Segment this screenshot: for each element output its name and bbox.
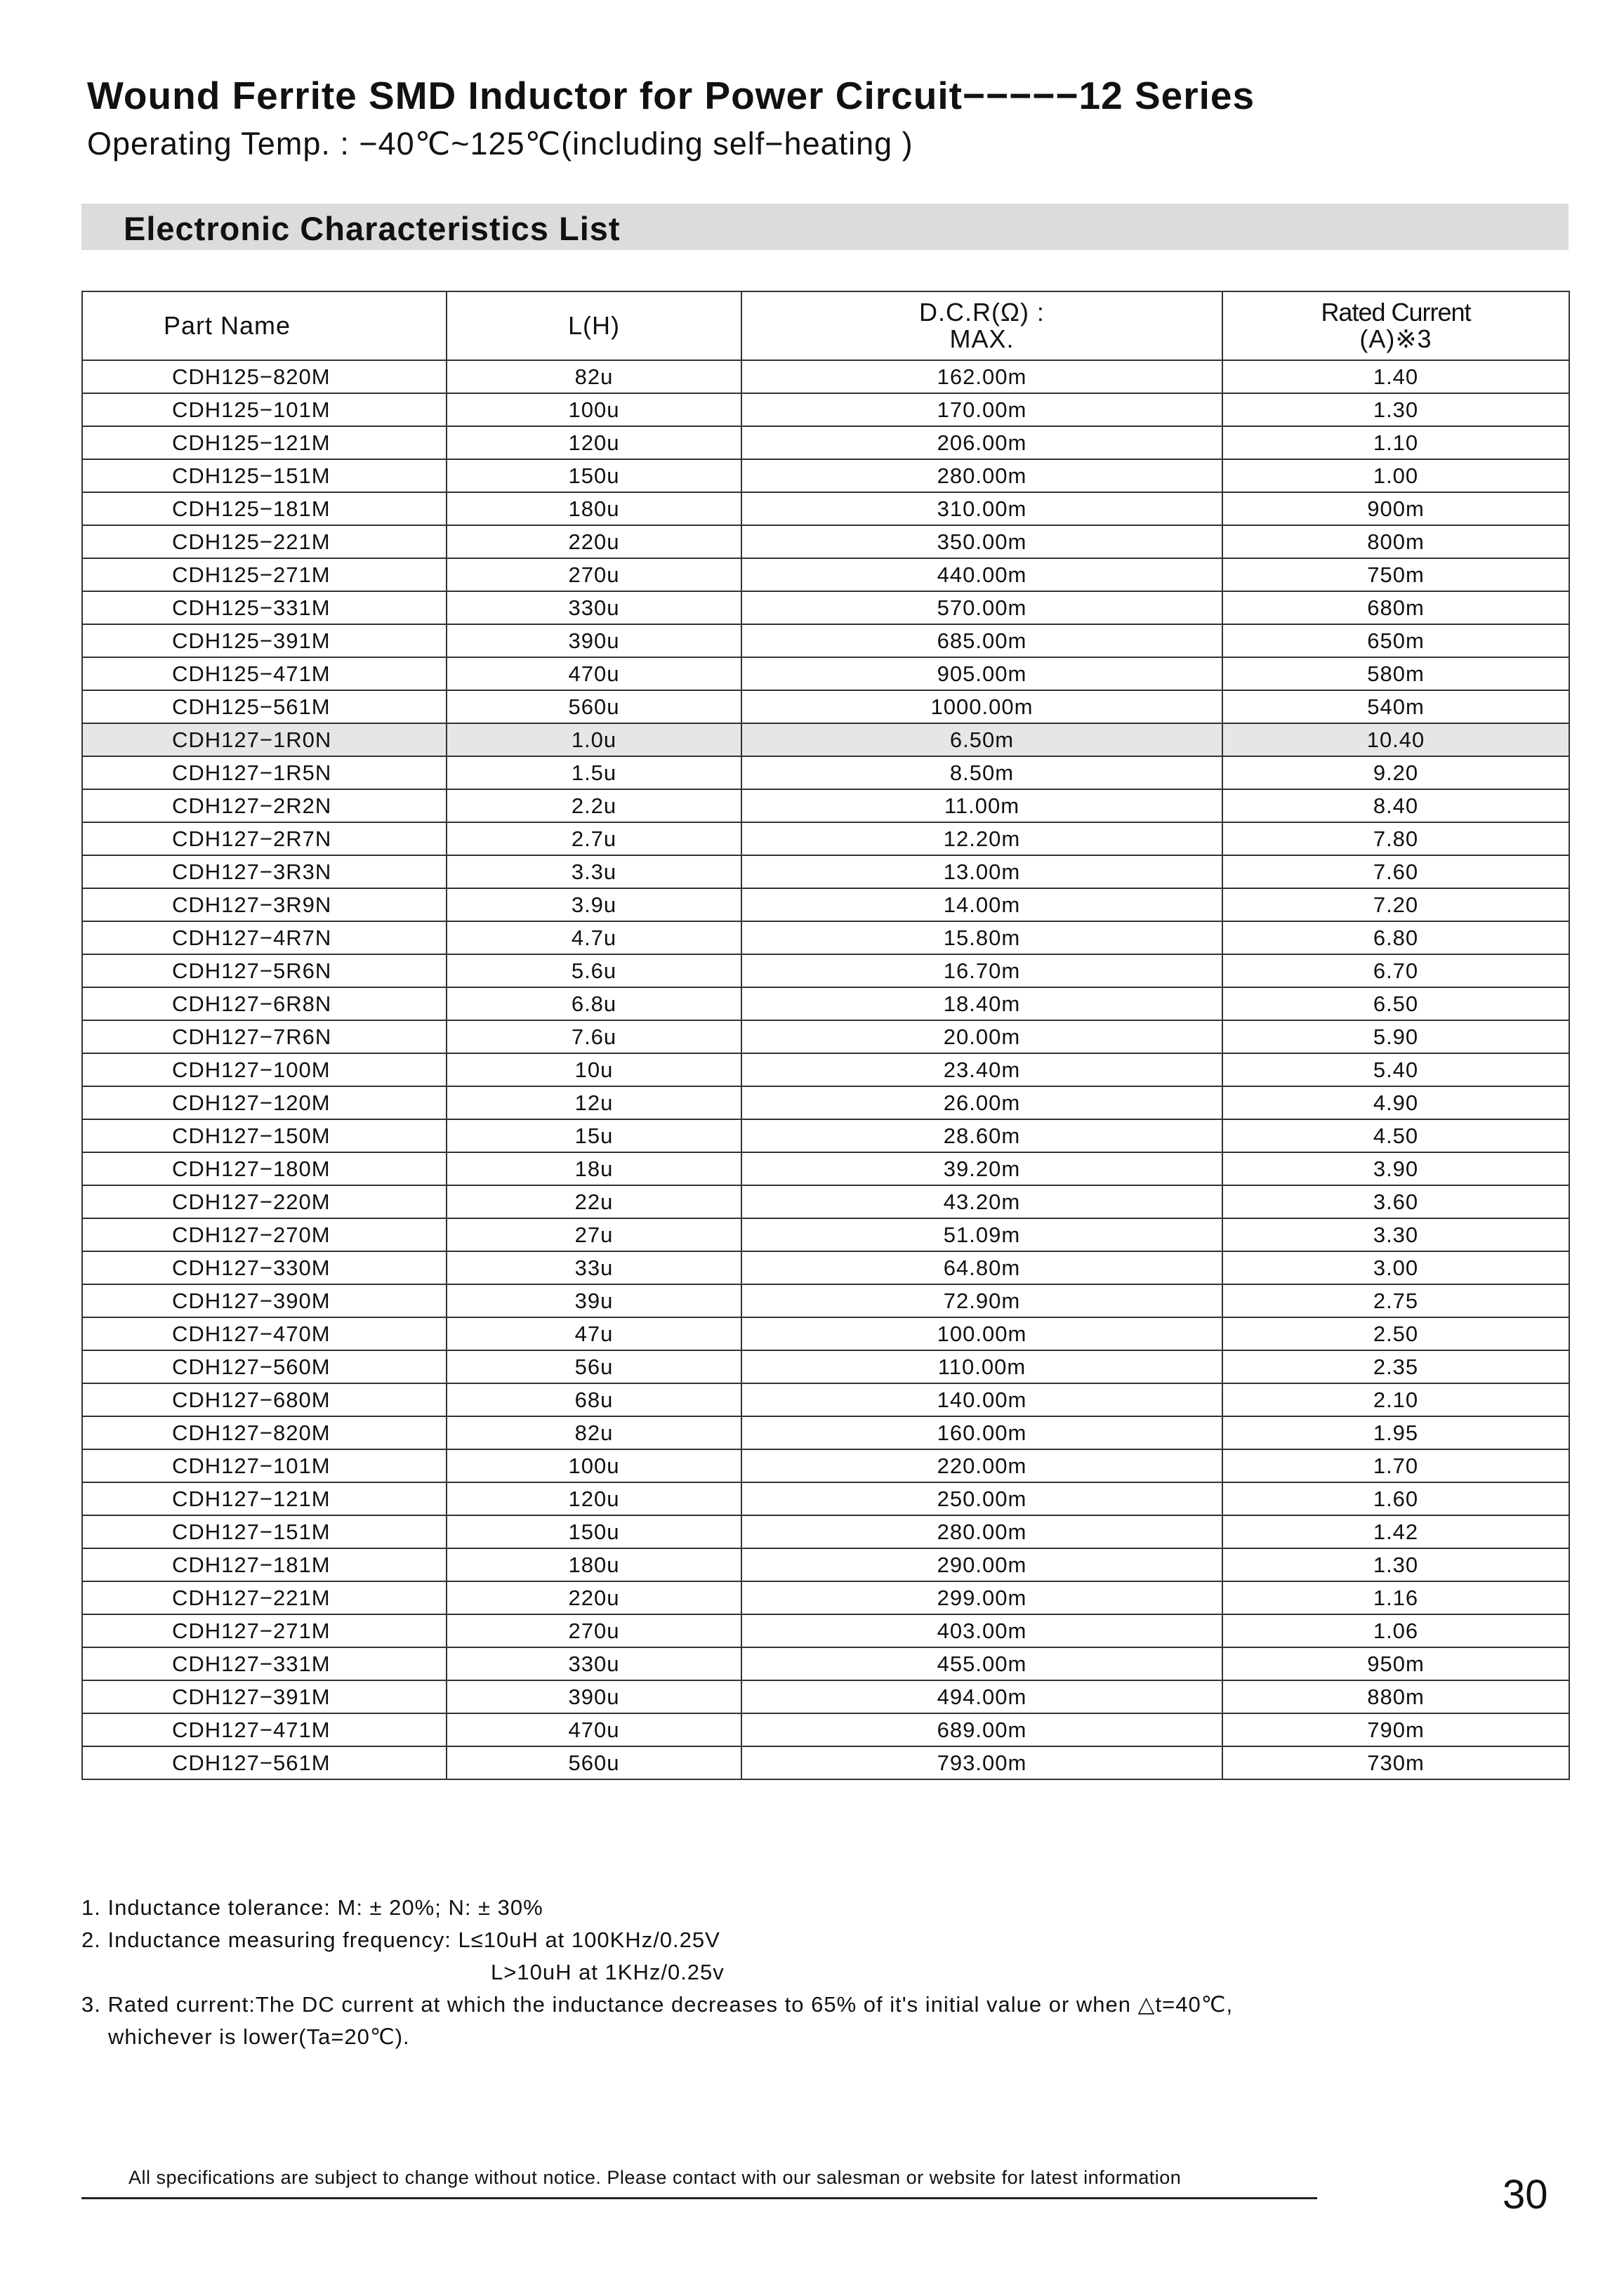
cell-dcr: 110.00m [741, 1350, 1222, 1383]
cell-dcr: 16.70m [741, 954, 1222, 987]
cell-dcr: 100.00m [741, 1317, 1222, 1350]
cell-inductance: 560u [447, 690, 741, 723]
cell-inductance: 180u [447, 1548, 741, 1581]
table-row [82, 492, 1569, 525]
cell-part-name: CDH127−181M [82, 1548, 447, 1581]
cell-dcr: 220.00m [741, 1449, 1222, 1482]
note-frequency-cont: L>10uH at 1KHz/0.25v [491, 1960, 725, 1984]
cell-part-name: CDH125−101M [82, 393, 447, 426]
cell-inductance: 18u [447, 1152, 741, 1185]
cell-rated-current: 1.06 [1222, 1614, 1569, 1647]
cell-rated-current: 3.00 [1222, 1251, 1569, 1284]
cell-rated-current: 3.60 [1222, 1185, 1569, 1218]
cell-part-name: CDH127−220M [82, 1185, 447, 1218]
cell-inductance: 270u [447, 558, 741, 591]
cell-inductance: 33u [447, 1251, 741, 1284]
cell-part-name: CDH127−101M [82, 1449, 447, 1482]
table-row [82, 1614, 1569, 1647]
cell-inductance: 220u [447, 1581, 741, 1614]
cell-part-name: CDH127−1R0N [82, 723, 447, 756]
cell-dcr: 64.80m [741, 1251, 1222, 1284]
table-row [82, 1020, 1569, 1053]
cell-part-name: CDH127−5R6N [82, 954, 447, 987]
table-row [82, 1548, 1569, 1581]
cell-inductance: 56u [447, 1350, 741, 1383]
cell-inductance: 68u [447, 1383, 741, 1416]
cell-dcr: 290.00m [741, 1548, 1222, 1581]
cell-rated-current: 900m [1222, 492, 1569, 525]
cell-dcr: 28.60m [741, 1119, 1222, 1152]
cell-part-name: CDH127−331M [82, 1647, 447, 1680]
table-header-row [82, 291, 1569, 360]
cell-part-name: CDH127−3R9N [82, 888, 447, 921]
cell-inductance: 39u [447, 1284, 741, 1317]
cell-rated-current: 7.60 [1222, 855, 1569, 888]
header-dcr-line1: D.C.R(Ω) : [919, 298, 1045, 327]
cell-dcr: 403.00m [741, 1614, 1222, 1647]
table-row [82, 426, 1569, 459]
cell-part-name: CDH127−391M [82, 1680, 447, 1713]
cell-part-name: CDH127−120M [82, 1086, 447, 1119]
table-row [82, 459, 1569, 492]
cell-dcr: 689.00m [741, 1713, 1222, 1746]
note-rated-current-cont: whichever is lower(Ta=20℃). [108, 2024, 410, 2049]
cell-inductance: 2.7u [447, 822, 741, 855]
cell-dcr: 310.00m [741, 492, 1222, 525]
table-row [82, 1482, 1569, 1515]
table-row [82, 723, 1569, 756]
cell-part-name: CDH127−221M [82, 1581, 447, 1614]
cell-dcr: 26.00m [741, 1086, 1222, 1119]
cell-rated-current: 5.40 [1222, 1053, 1569, 1086]
header-dcr [741, 291, 1222, 360]
cell-rated-current: 800m [1222, 525, 1569, 558]
cell-dcr: 455.00m [741, 1647, 1222, 1680]
note-frequency: 2. Inductance measuring frequency: L≤10uH at 100KHz/0.25V [81, 1928, 720, 1952]
table-row [82, 558, 1569, 591]
cell-dcr: 14.00m [741, 888, 1222, 921]
cell-rated-current: 1.00 [1222, 459, 1569, 492]
cell-dcr: 6.50m [741, 723, 1222, 756]
table-row [82, 1053, 1569, 1086]
cell-inductance: 27u [447, 1218, 741, 1251]
table-row [82, 1185, 1569, 1218]
cell-inductance: 47u [447, 1317, 741, 1350]
table-row [82, 1680, 1569, 1713]
cell-inductance: 3.3u [447, 855, 741, 888]
cell-dcr: 23.40m [741, 1053, 1222, 1086]
cell-rated-current: 790m [1222, 1713, 1569, 1746]
header-current-line1: Rated Current [1321, 298, 1471, 327]
cell-rated-current: 1.16 [1222, 1581, 1569, 1614]
table-row [82, 1383, 1569, 1416]
cell-part-name: CDH125−471M [82, 657, 447, 690]
cell-inductance: 390u [447, 1680, 741, 1713]
cell-rated-current: 580m [1222, 657, 1569, 690]
cell-inductance: 1.0u [447, 723, 741, 756]
cell-inductance: 390u [447, 624, 741, 657]
table-row [82, 1713, 1569, 1746]
cell-inductance: 270u [447, 1614, 741, 1647]
cell-dcr: 440.00m [741, 558, 1222, 591]
table-row [82, 1416, 1569, 1449]
cell-dcr: 20.00m [741, 1020, 1222, 1053]
cell-part-name: CDH127−100M [82, 1053, 447, 1086]
table-row [82, 1119, 1569, 1152]
cell-rated-current: 3.90 [1222, 1152, 1569, 1185]
cell-dcr: 72.90m [741, 1284, 1222, 1317]
note-tolerance: 1. Inductance tolerance: M: ± 20%; N: ± 30% [81, 1895, 543, 1920]
cell-part-name: CDH125−561M [82, 690, 447, 723]
cell-rated-current: 6.50 [1222, 987, 1569, 1020]
table-row [82, 756, 1569, 789]
cell-dcr: 39.20m [741, 1152, 1222, 1185]
header-current-line2: (A)※3 [1359, 324, 1432, 353]
cell-rated-current: 8.40 [1222, 789, 1569, 822]
cell-rated-current: 10.40 [1222, 723, 1569, 756]
cell-part-name: CDH127−150M [82, 1119, 447, 1152]
cell-rated-current: 730m [1222, 1746, 1569, 1779]
table-row [82, 1449, 1569, 1482]
cell-part-name: CDH127−561M [82, 1746, 447, 1779]
cell-part-name: CDH125−271M [82, 558, 447, 591]
header-inductance: L(H) [447, 291, 741, 360]
cell-inductance: 7.6u [447, 1020, 741, 1053]
cell-inductance: 330u [447, 591, 741, 624]
table-row [82, 690, 1569, 723]
cell-dcr: 51.09m [741, 1218, 1222, 1251]
cell-part-name: CDH127−390M [82, 1284, 447, 1317]
cell-dcr: 8.50m [741, 756, 1222, 789]
table-row [82, 888, 1569, 921]
cell-inductance: 180u [447, 492, 741, 525]
cell-dcr: 494.00m [741, 1680, 1222, 1713]
cell-rated-current: 2.75 [1222, 1284, 1569, 1317]
header-part-name: Part Name [82, 291, 447, 360]
cell-rated-current: 1.70 [1222, 1449, 1569, 1482]
table-row [82, 789, 1569, 822]
table-row [82, 822, 1569, 855]
cell-inductance: 82u [447, 1416, 741, 1449]
table-row [82, 1515, 1569, 1548]
cell-inductance: 470u [447, 1713, 741, 1746]
cell-dcr: 250.00m [741, 1482, 1222, 1515]
table-row [82, 1218, 1569, 1251]
cell-rated-current: 4.90 [1222, 1086, 1569, 1119]
cell-part-name: CDH127−680M [82, 1383, 447, 1416]
cell-rated-current: 680m [1222, 591, 1569, 624]
cell-part-name: CDH127−271M [82, 1614, 447, 1647]
table-row [82, 1317, 1569, 1350]
cell-dcr: 905.00m [741, 657, 1222, 690]
cell-rated-current: 7.80 [1222, 822, 1569, 855]
cell-rated-current: 1.30 [1222, 393, 1569, 426]
cell-inductance: 120u [447, 1482, 741, 1515]
cell-part-name: CDH127−471M [82, 1713, 447, 1746]
cell-dcr: 140.00m [741, 1383, 1222, 1416]
cell-part-name: CDH127−4R7N [82, 921, 447, 954]
header-dcr-line2: MAX. [949, 324, 1015, 353]
cell-rated-current: 6.70 [1222, 954, 1569, 987]
cell-dcr: 43.20m [741, 1185, 1222, 1218]
cell-inductance: 120u [447, 426, 741, 459]
footer-disclaimer: All specifications are subject to change without notice. Please contact with our salesman or website for latest information [128, 2167, 1182, 2188]
cell-dcr: 350.00m [741, 525, 1222, 558]
cell-dcr: 170.00m [741, 393, 1222, 426]
cell-part-name: CDH127−560M [82, 1350, 447, 1383]
cell-part-name: CDH125−151M [82, 459, 447, 492]
table-row [82, 1581, 1569, 1614]
page-number: 30 [1503, 2172, 1548, 2218]
table-row [82, 1251, 1569, 1284]
cell-inductance: 10u [447, 1053, 741, 1086]
note-rated-current: 3. Rated current:The DC current at which the inductance decreases to 65% of it's initial value or when △t=40℃, [81, 1992, 1234, 2017]
section-header-bar [81, 204, 1569, 250]
table-row [82, 1746, 1569, 1779]
cell-dcr: 11.00m [741, 789, 1222, 822]
cell-rated-current: 1.10 [1222, 426, 1569, 459]
cell-part-name: CDH125−121M [82, 426, 447, 459]
cell-rated-current: 1.60 [1222, 1482, 1569, 1515]
notes [81, 1892, 1233, 2053]
section-title: Electronic Characteristics List [124, 210, 621, 247]
cell-rated-current: 1.95 [1222, 1416, 1569, 1449]
table-row [82, 657, 1569, 690]
table-row [82, 1152, 1569, 1185]
cell-inductance: 100u [447, 393, 741, 426]
cell-part-name: CDH127−6R8N [82, 987, 447, 1020]
cell-dcr: 206.00m [741, 426, 1222, 459]
cell-inductance: 470u [447, 657, 741, 690]
cell-part-name: CDH127−470M [82, 1317, 447, 1350]
cell-rated-current: 540m [1222, 690, 1569, 723]
cell-dcr: 15.80m [741, 921, 1222, 954]
cell-part-name: CDH127−820M [82, 1416, 447, 1449]
cell-part-name: CDH127−330M [82, 1251, 447, 1284]
cell-inductance: 6.8u [447, 987, 741, 1020]
cell-rated-current: 1.42 [1222, 1515, 1569, 1548]
cell-rated-current: 4.50 [1222, 1119, 1569, 1152]
cell-part-name: CDH127−1R5N [82, 756, 447, 789]
cell-part-name: CDH127−270M [82, 1218, 447, 1251]
cell-inductance: 150u [447, 1515, 741, 1548]
table-row [82, 624, 1569, 657]
cell-rated-current: 7.20 [1222, 888, 1569, 921]
header-rated-current [1222, 291, 1569, 360]
cell-part-name: CDH125−181M [82, 492, 447, 525]
cell-part-name: CDH125−391M [82, 624, 447, 657]
table-row [82, 921, 1569, 954]
page-title: Wound Ferrite SMD Inductor for Power Circuit−−−−−12 Series [87, 74, 1255, 117]
cell-dcr: 160.00m [741, 1416, 1222, 1449]
table-body [82, 360, 1569, 1779]
cell-inductance: 12u [447, 1086, 741, 1119]
cell-part-name: CDH125−820M [82, 360, 447, 393]
cell-part-name: CDH127−151M [82, 1515, 447, 1548]
cell-rated-current: 5.90 [1222, 1020, 1569, 1053]
cell-inductance: 1.5u [447, 756, 741, 789]
cell-dcr: 685.00m [741, 624, 1222, 657]
cell-part-name: CDH127−3R3N [82, 855, 447, 888]
cell-inductance: 22u [447, 1185, 741, 1218]
table-row [82, 393, 1569, 426]
table-row [82, 987, 1569, 1020]
cell-rated-current: 880m [1222, 1680, 1569, 1713]
cell-dcr: 280.00m [741, 1515, 1222, 1548]
cell-dcr: 793.00m [741, 1746, 1222, 1779]
cell-inductance: 3.9u [447, 888, 741, 921]
cell-inductance: 220u [447, 525, 741, 558]
table-row [82, 525, 1569, 558]
cell-part-name: CDH127−180M [82, 1152, 447, 1185]
table-row [82, 855, 1569, 888]
cell-part-name: CDH125−221M [82, 525, 447, 558]
cell-dcr: 13.00m [741, 855, 1222, 888]
cell-inductance: 330u [447, 1647, 741, 1680]
table-row [82, 1086, 1569, 1119]
cell-rated-current: 750m [1222, 558, 1569, 591]
cell-part-name: CDH127−2R2N [82, 789, 447, 822]
cell-dcr: 12.20m [741, 822, 1222, 855]
table-row [82, 360, 1569, 393]
cell-inductance: 2.2u [447, 789, 741, 822]
cell-rated-current: 3.30 [1222, 1218, 1569, 1251]
cell-part-name: CDH127−121M [82, 1482, 447, 1515]
cell-inductance: 82u [447, 360, 741, 393]
table-row [82, 1284, 1569, 1317]
cell-rated-current: 1.40 [1222, 360, 1569, 393]
cell-part-name: CDH127−7R6N [82, 1020, 447, 1053]
cell-inductance: 150u [447, 459, 741, 492]
cell-inductance: 100u [447, 1449, 741, 1482]
footer-divider [81, 2197, 1317, 2199]
cell-rated-current: 2.50 [1222, 1317, 1569, 1350]
cell-dcr: 280.00m [741, 459, 1222, 492]
cell-rated-current: 2.10 [1222, 1383, 1569, 1416]
cell-rated-current: 6.80 [1222, 921, 1569, 954]
table-row [82, 591, 1569, 624]
table-row [82, 1350, 1569, 1383]
cell-rated-current: 1.30 [1222, 1548, 1569, 1581]
cell-part-name: CDH127−2R7N [82, 822, 447, 855]
cell-inductance: 5.6u [447, 954, 741, 987]
cell-rated-current: 2.35 [1222, 1350, 1569, 1383]
cell-rated-current: 9.20 [1222, 756, 1569, 789]
cell-rated-current: 650m [1222, 624, 1569, 657]
cell-dcr: 18.40m [741, 987, 1222, 1020]
cell-dcr: 162.00m [741, 360, 1222, 393]
cell-inductance: 560u [447, 1746, 741, 1779]
cell-dcr: 570.00m [741, 591, 1222, 624]
table-row [82, 954, 1569, 987]
page-subtitle: Operating Temp. : −40℃~125℃(including self−heating ) [87, 126, 913, 162]
cell-dcr: 299.00m [741, 1581, 1222, 1614]
table-row [82, 1647, 1569, 1680]
cell-inductance: 4.7u [447, 921, 741, 954]
cell-part-name: CDH125−331M [82, 591, 447, 624]
cell-inductance: 15u [447, 1119, 741, 1152]
characteristics-table [81, 291, 1570, 1780]
cell-dcr: 1000.00m [741, 690, 1222, 723]
cell-rated-current: 950m [1222, 1647, 1569, 1680]
